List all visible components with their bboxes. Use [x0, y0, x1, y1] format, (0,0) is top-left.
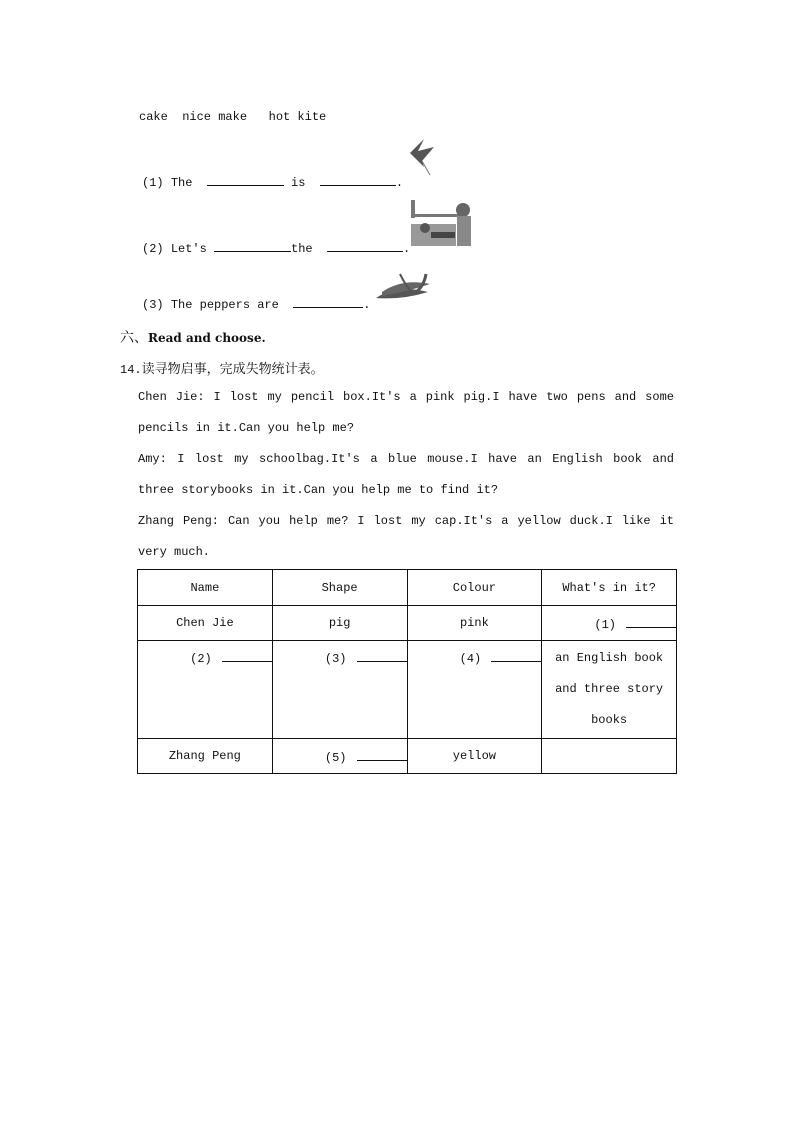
- blank-number: (1): [594, 617, 616, 632]
- fill-in-item-2: [142, 239, 410, 256]
- header-contents: What's in it?: [542, 570, 677, 606]
- answer-blank[interactable]: [222, 649, 272, 662]
- table-row: [138, 641, 677, 739]
- item-text: is: [291, 176, 306, 190]
- answer-blank[interactable]: [626, 615, 676, 628]
- answer-blank[interactable]: [491, 649, 541, 662]
- item-text: .: [395, 176, 404, 190]
- item-number: (1): [142, 176, 164, 190]
- blank-number: (3): [324, 652, 347, 666]
- blank-number: (5): [324, 750, 347, 765]
- cell-contents: [542, 606, 677, 641]
- answer-blank[interactable]: [293, 295, 363, 308]
- passage-amy: Amy: I lost my schoolbag.It's a blue mouse.I have an English book and three storybooks in it.Can you help me to find it?: [138, 452, 674, 497]
- cell-name: Chen Jie: [138, 606, 273, 641]
- header-shape: Shape: [272, 570, 407, 606]
- answer-blank[interactable]: [357, 649, 407, 662]
- cell-shape: pig: [272, 606, 407, 641]
- cell-colour: pink: [407, 606, 542, 641]
- section-number: 六、: [120, 330, 148, 346]
- passage-chen-jie: Chen Jie: I lost my pencil box.It's a pink pig.I have two pens and some pencils in it.Can you help me?: [138, 390, 674, 435]
- cell-name: [138, 641, 273, 739]
- cell-colour: [407, 641, 542, 739]
- question-instruction: 读寻物启事，完成失物统计表。: [141, 362, 324, 377]
- header-colour: Colour: [407, 570, 542, 606]
- blank-number: (4): [459, 652, 482, 666]
- cell-contents: an English book and three story books: [542, 641, 677, 739]
- answer-blank[interactable]: [214, 239, 291, 252]
- passage-zhang-peng: Zhang Peng: Can you help me? I lost my cap.It's a yellow duck.I like it very much.: [138, 514, 674, 559]
- section-heading: [120, 327, 266, 347]
- peppers-picture: [372, 270, 432, 306]
- cell-shape: [272, 641, 407, 739]
- question-14: [120, 358, 324, 377]
- passage: [138, 382, 674, 568]
- fill-in-item-1: [142, 173, 403, 190]
- item-text: Let's: [170, 242, 207, 256]
- section-title: Read and choose.: [148, 331, 266, 345]
- answer-blank[interactable]: [320, 173, 396, 186]
- header-name: Name: [138, 570, 273, 606]
- item-number: (3): [142, 298, 164, 312]
- answer-blank[interactable]: [207, 173, 284, 186]
- item-text: .: [403, 242, 411, 256]
- table-header-row: [138, 570, 677, 606]
- table-row: [138, 606, 677, 641]
- question-number: 14.: [120, 363, 142, 377]
- blank-number: (2): [190, 652, 212, 666]
- lost-items-table: [137, 569, 677, 774]
- answer-blank[interactable]: [357, 748, 407, 761]
- kite-picture: [406, 137, 438, 177]
- item-number: (2): [142, 242, 164, 256]
- item-text: The peppers are: [170, 298, 279, 312]
- cell-contents[interactable]: [542, 739, 677, 774]
- item-text: .: [363, 298, 371, 312]
- fill-in-item-3: [142, 295, 370, 312]
- item-text: the: [291, 242, 313, 256]
- item-text: The: [170, 176, 193, 190]
- cell-colour: yellow: [407, 739, 542, 774]
- kids-cooking-picture: [411, 198, 478, 248]
- table-row: [138, 739, 677, 774]
- cell-shape: [272, 739, 407, 774]
- cell-name: Zhang Peng: [138, 739, 273, 774]
- word-bank: cake nice make hot kite: [139, 110, 327, 124]
- answer-blank[interactable]: [327, 239, 403, 252]
